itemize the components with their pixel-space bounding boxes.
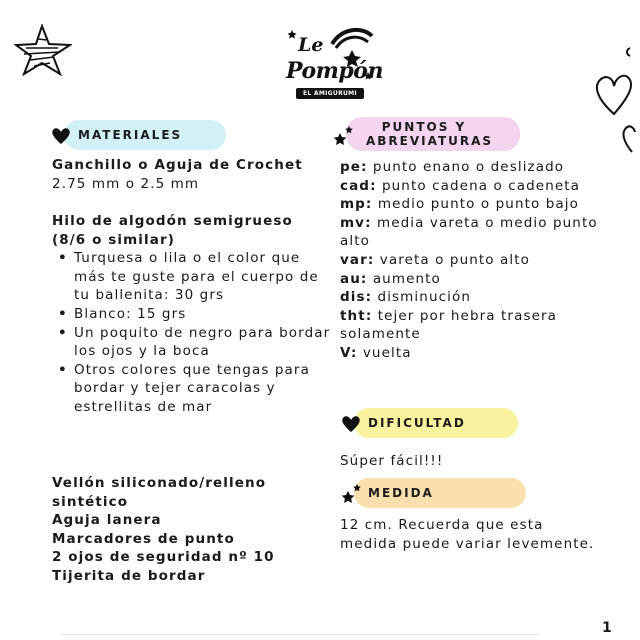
list-item: • Un poquito de negro para bordar los ojos y la boca [74,324,332,361]
abbr-meaning: punto enano o deslizado [367,159,565,175]
le-pompon-logo [282,22,383,104]
abbr-meaning: punto cadena o cadeneta [376,177,581,194]
dificultad-text: Súper fácil!!! [340,453,444,469]
abbr-row [340,251,608,270]
puntos-heading-line2: ABREVIATURAS [366,134,494,148]
page-number: 1 [602,620,612,636]
abbr-row [340,288,608,307]
abbr-meaning: medio punto o punto bajo [372,196,580,213]
heart-icon [340,413,362,435]
abbr-code: cad: [340,177,377,194]
yarn-title: Hilo de algodón semigrueso [52,213,293,229]
extra-item: Marcadores de punto [52,530,235,547]
materiales-heading: MATERIALES [78,128,183,142]
extras-block [52,474,332,586]
abbr-row [340,158,608,177]
yarn-list [52,249,332,416]
abbr-meaning: disminución [372,289,471,306]
materiales-header [50,120,226,150]
abbr-row [340,177,608,196]
yarn-block [52,212,332,417]
medida-text: 12 cm. Recuerda que esta medida puede variar levemente. [340,517,595,552]
logo-title-pompon: Pompón [286,58,383,84]
abbr-row [340,214,608,251]
dificultad-heading: DIFICULTAD [368,416,466,430]
hook-title: Ganchillo o Aguja de Crochet [52,157,303,173]
extra-item: 2 ojos de seguridad nº 10 [52,549,275,566]
abbr-meaning: vareta o punto alto [374,251,530,268]
list-item: • Turquesa o lila o el color que más te guste para el cuerpo de tu ballenita: 30 grs [74,249,332,305]
footer-divider [60,634,540,635]
abbr-meaning: aumento [367,270,441,287]
abbr-code: mv: [340,214,372,231]
abbr-code: au: [340,270,368,287]
stars-icon [332,125,354,147]
abbr-row [340,307,608,344]
abbr-meaning: tejer por hebra trasera solamente [340,307,558,343]
puntos-header [332,117,520,151]
heart-icon [50,125,72,147]
abbr-code: tht: [340,307,373,324]
hook-block [52,156,332,193]
logo-ribbon: EL AMIGURUMI [296,88,364,99]
abbr-meaning: media vareta o medio punto alto [340,214,598,250]
extra-item: Tijerita de bordar [52,567,206,584]
abbr-code: pe: [340,159,368,175]
dificultad-header [340,408,518,438]
extra-item: Aguja lanera [52,512,162,529]
stars-icon [340,483,362,505]
heart-outline-icon [592,40,640,160]
puntos-heading [366,120,494,148]
medida-header [340,478,526,508]
abbreviations-list [340,158,608,363]
puntos-heading-line1: PUNTOS Y [381,120,467,134]
abbr-meaning: vuelta [357,344,412,361]
abbr-code: dis: [340,289,373,306]
hook-size: 2.75 mm o 2.5 mm [52,175,200,192]
abbr-code: var: [340,251,375,268]
scribble-star-icon [14,24,72,76]
logo-title-le: Le [298,34,324,56]
yarn-subtitle: (8/6 o similar) [52,231,175,248]
abbr-row [340,344,608,363]
extra-item: Vellón siliconado/relleno sintético [52,475,267,510]
abbr-code: V: [340,344,358,361]
abbr-row [340,270,608,289]
abbr-row [340,195,608,214]
medida-heading: MEDIDA [368,486,434,500]
abbr-code: mp: [340,196,373,213]
list-item: • Otros colores que tengas para bordar y tejer caracolas y estrellitas de mar [74,361,332,417]
list-item: • Blanco: 15 grs [74,305,332,324]
